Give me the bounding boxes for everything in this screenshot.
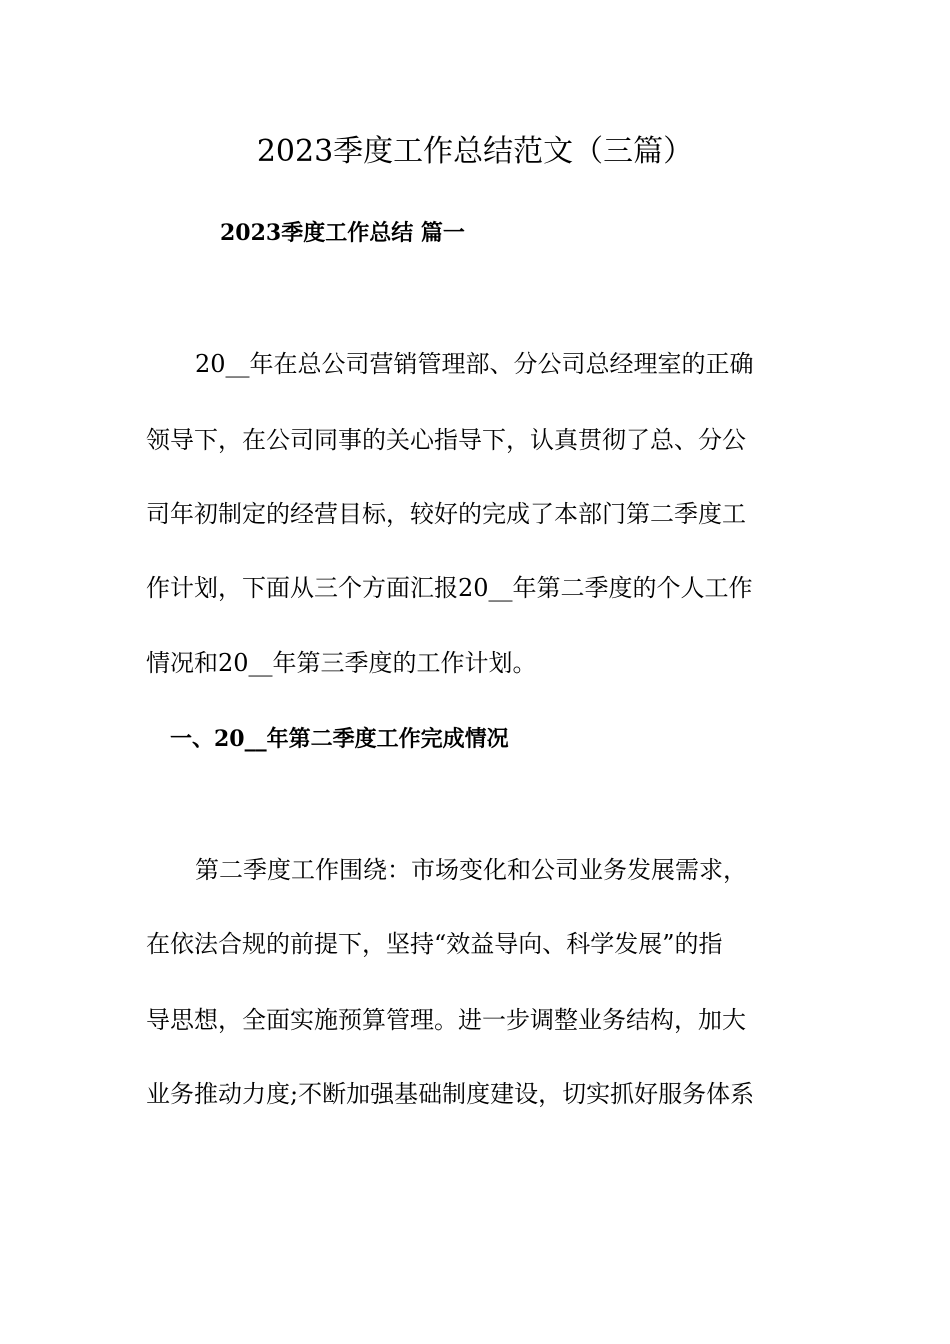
paragraph-line: 第二季度工作围绕：市场变化和公司业务发展需求， [195, 856, 747, 884]
paragraph-line: 导思想，全面实施预算管理。进一步调整业务结构，加大 [146, 1006, 746, 1034]
paragraph-line: 情况和20__年第三季度的工作计划。 [146, 649, 537, 677]
paragraph-line: 20__年在总公司营销管理部、分公司总经理室的正确 [195, 350, 754, 378]
paragraph-line: 作计划，下面从三个方面汇报20__年第二季度的个人工作 [146, 574, 753, 602]
paragraph-line: 领导下，在公司同事的关心指导下，认真贯彻了总、分公 [146, 426, 746, 454]
document-title: 2023季度工作总结范文（三篇） [256, 134, 694, 169]
paragraph-line: 在依法合规的前提下，坚持“效益导向、科学发展”的指 [146, 930, 723, 958]
article-subtitle: 2023季度工作总结 篇一 [220, 220, 465, 246]
section-heading: 一、20__年第二季度工作完成情况 [170, 726, 509, 752]
paragraph-line: 司年初制定的经营目标，较好的完成了本部门第二季度工 [146, 500, 746, 528]
paragraph-line: 业务推动力度;不断加强基础制度建设，切实抓好服务体系 [146, 1080, 755, 1108]
